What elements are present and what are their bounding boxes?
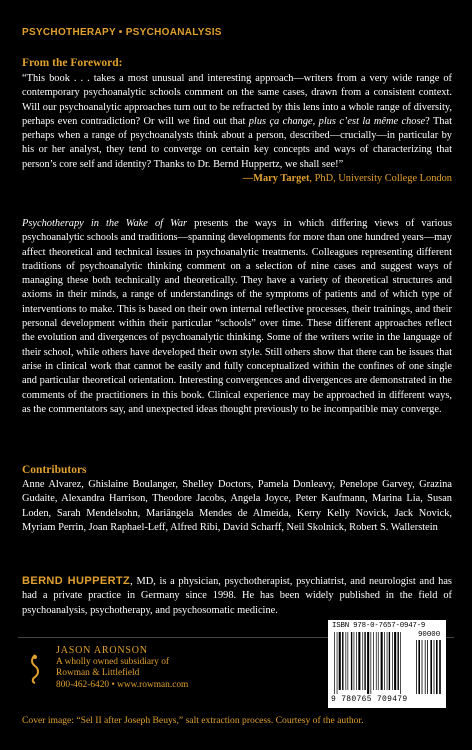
attribution-name: —Mary Target — [242, 173, 310, 185]
publisher-info — [56, 645, 188, 691]
barcode-bar — [351, 632, 352, 690]
barcode-bar — [364, 632, 365, 690]
isbn-barcode — [328, 620, 446, 708]
publisher-line-1: A wholly owned subsidiary of — [56, 656, 170, 667]
barcode-addon-bar — [422, 640, 423, 694]
barcode-bar — [376, 632, 377, 690]
barcode-bar — [384, 632, 385, 690]
barcode-addon-bar — [425, 640, 426, 694]
barcode-bar — [387, 632, 388, 690]
foreword-quote — [22, 72, 452, 186]
foreword-heading: From the Foreword: — [22, 57, 123, 69]
barcode-addon-bar — [418, 640, 420, 694]
barcode-addon-bar — [439, 640, 441, 694]
foreword-quote-text-2: ? That perhaps when a range of psychoanalysts think about a person, described—crucially—in particular by his or her analyst, they tend to converge on certain key concepts and ways of characterizing that person’s core self and identity? Thanks to Dr. Bernd Huppertz, we shall see!” — [22, 115, 452, 170]
publisher-logo-icon — [28, 653, 42, 685]
barcode-addon-bar — [427, 640, 428, 694]
barcode-bar — [400, 632, 401, 694]
barcode-bar — [346, 632, 347, 690]
foreword-quote-italic: plus ça change, plus c’est la même chose — [248, 115, 426, 127]
barcode-bar — [358, 632, 360, 690]
price-code: 90000 — [418, 631, 441, 639]
category-label: PSYCHOTHERAPY • PSYCHOANALYSIS — [22, 27, 222, 38]
barcode-bar — [348, 632, 349, 690]
barcode-bar — [362, 632, 363, 690]
publisher-contact: 800-462-6420 • www.rowman.com — [56, 679, 189, 690]
contributors-list: Anne Alvarez, Ghislaine Boulanger, Shelley Doctors, Pamela Donleavy, Penelope Garvey, Grazina Gudaite, Alexandra Harrison, Theodore Jacobs, Angela Joyce, Peter Kaufmann, Marina Lia, Susan Loden, Sarah Mendelsohn, Mariângela Mendes de Almeida, Kerry Kelly Novick, Jack Novick, Myriam Perrin, Joan Raphael-Leff, Alfred Ribi, David Scharff, Neil Skolnick, Robert S. Wallerstein — [22, 479, 452, 533]
author-bio-text: , MD, is a physician, psychotherapist, psychiatrist, and neurologist and has had a private practice in Germany since 1998. He has been widely published in the field of psychoanalysis, psychotherapy, and psychosomatic medicine. — [22, 576, 452, 616]
book-title: Psychotherapy in the Wake of War — [22, 218, 188, 229]
barcode-addon-bar — [416, 640, 417, 694]
barcode-bar — [339, 632, 341, 690]
barcode-bar — [398, 632, 399, 690]
barcode-bar — [334, 632, 335, 694]
ean-number: 9 780765 709479 — [331, 695, 408, 704]
contributors-heading: Contributors — [22, 464, 87, 476]
author-name: BERND HUPPERTZ — [22, 575, 131, 587]
barcode-bar — [378, 632, 379, 690]
barcode-bar — [367, 632, 369, 694]
barcode-bar — [392, 632, 393, 690]
attribution-affiliation: , PhD, University College London — [309, 173, 452, 185]
barcode-bar — [371, 632, 372, 694]
barcode-bars — [332, 632, 444, 694]
barcode-addon-bar — [436, 640, 438, 694]
publisher-name: JASON ARONSON — [56, 645, 148, 656]
barcode-bar — [394, 632, 396, 690]
barcode-addon-bar — [430, 640, 432, 694]
description-text: presents the ways in which differing views of various psychoanalytic schools and traditions—spanning developments for more than one hundred years—may affect theoretical and technical issues in psychoanalytic treatments. Colleagues representing different traditions of psychoanalytic thinking comment on a selection of nine cases and suggest ways of managing these both technically and theoretically. They have a variety of theoretical structures and axioms in their minds, a range of understandings of the symptoms of patients and of which type of interventions to make. This is based on their own internal reflective processes, their trainings, and their personal development within their particular “schools” over time. These different approaches reflect the evolution and divergences of psychoanalytic thinking. Some of the writers write in the language of their school, while others have developed their own style. Still others show that there can be issues that arise in clinical work that cannot be easily and fully conceptualized within the confines of one single and particular theoretical orientation. Interesting convergences and divergences are demonstrated in the comments of the practitioners in this book. Clinical experience may be approached in different ways, as the commentators say, and unexpected ideas thought previously to be incompatible may converge. — [22, 218, 452, 415]
author-bio — [22, 574, 452, 618]
cover-credit: Cover image: “Sel II after Joseph Beuys,” salt extraction process. Courtesy of the author. — [22, 715, 364, 726]
barcode-bar — [373, 632, 374, 690]
barcode-addon-bar — [434, 640, 435, 694]
barcode-bar — [342, 632, 343, 690]
isbn-number: ISBN 978-0-7657-0947-9 — [332, 622, 426, 630]
barcode-bar — [389, 632, 390, 690]
barcode-bar — [356, 632, 357, 690]
foreword-attribution — [22, 172, 452, 186]
barcode-bar — [337, 632, 338, 694]
barcode-bar — [381, 632, 383, 690]
foreword-quote-text-1: “This book . . . takes a most unusual and interesting approach—writers from a very wide range of contemporary psychoanalytic schools comment on the same cases, drawn from a consistent context. Will our psychoanalytic approaches turn out to be refracted by this lens into a whole range of diversity, perhaps even contradiction? Or will we find out that — [22, 73, 452, 127]
publisher-line-2: Rowman & Littlefield — [56, 668, 140, 679]
book-description — [22, 217, 452, 417]
barcode-bar — [354, 632, 355, 690]
